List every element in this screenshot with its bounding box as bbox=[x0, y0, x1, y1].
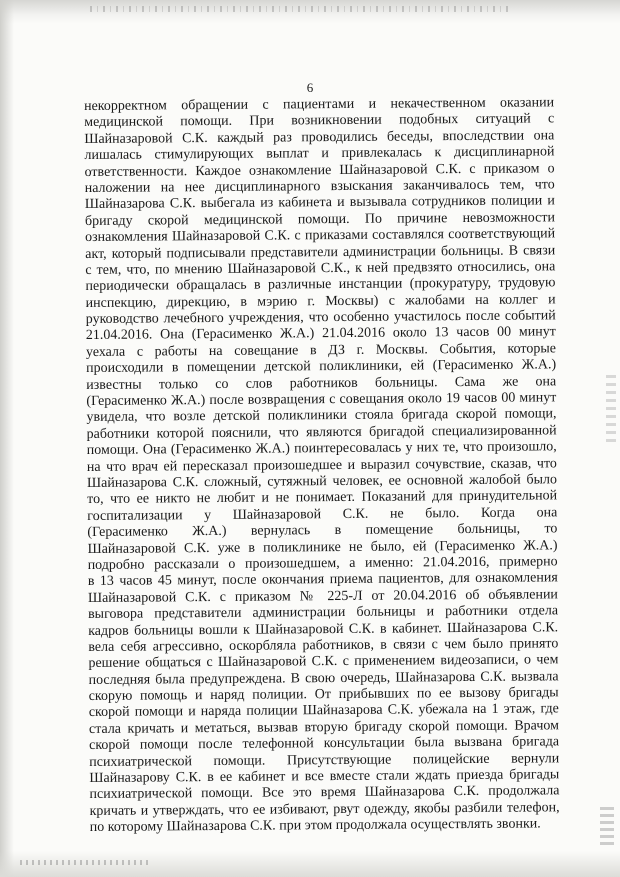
text-line: госпитализации у Шайназаровой С.К. не было. Когда она bbox=[87, 505, 558, 524]
text-line: известны только со слов работников больницы. Сама же она bbox=[86, 373, 557, 393]
text-line: инспекцию, дирекцию, в мэрию г. Москвы) с жалобами на коллег и bbox=[85, 291, 556, 311]
text-line: по которому Шайназарова С.К. при этом продолжала осуществлять звонки. bbox=[89, 816, 541, 836]
text-line: ответственности. Каждое ознакомление Шайназаровой С.К. с приказом о bbox=[84, 160, 555, 180]
text-line: помощи. Она (Герасименко Ж.А.) поинтересовалась у них те, что произошло, bbox=[86, 439, 557, 459]
text-line: скорую помощь и наряд полиции. От прибывших по ее вызову бригады bbox=[88, 685, 559, 705]
scan-artifact-right-edge bbox=[606, 375, 616, 445]
text-line: скорой помощи после телефонной консультации была вызвана бригада bbox=[89, 734, 560, 754]
text-line: работники которой пояснили, что являются бригадой специализированной bbox=[86, 423, 557, 442]
text-line: Шайназаровой С.К. уже в поликлинике не было, ей (Герасименко Ж.А.) bbox=[87, 537, 558, 557]
text-line: Шайназарова С.К. выбегала из кабинета и вызывала сотрудников полиции и bbox=[84, 193, 555, 213]
text-line: ознакомления Шайназаровой С.К. с приказами составлялся соответствующий bbox=[85, 226, 556, 246]
text-line: психиатрической помощи. Все это время Шайназарова С.К. продолжала bbox=[89, 783, 560, 803]
text-line: решение общаться с Шайназаровой С.К. с применением видеозаписи, о чем bbox=[88, 652, 559, 672]
text-line: медицинской помощи. При возникновении подобных ситуаций с bbox=[84, 111, 555, 131]
text-line: 21.04.2016. Она (Герасименко Ж.А.) 21.04.2016 около 13 часов 00 минут bbox=[85, 324, 556, 344]
text-line: уехала с работы на совещание в ДЗ г. Москвы. События, которые bbox=[85, 341, 557, 360]
scan-shadow-left bbox=[0, 0, 14, 877]
page-number: 6 bbox=[306, 80, 314, 95]
text-line: бригаду скорой медицинской помощи. По причине невозможности bbox=[84, 210, 556, 229]
text-line: выговора представители администрации больницы и работники отдела bbox=[87, 603, 559, 623]
text-line: наложении на нее дисциплинарного взыскания заканчивалось тем, что bbox=[84, 177, 555, 196]
text-line: кричать и утверждать, что ее избивают, рвут одежду, якобы разбили телефон, bbox=[89, 800, 560, 819]
text-line: акт, который подписывали представители администрации больницы. В связи bbox=[85, 242, 556, 262]
text-line: некорректном обращении с пациентами и некачественном оказании bbox=[84, 95, 555, 114]
text-line: периодически обращалась в различные инстанции (прокуратуру, трудовую bbox=[85, 275, 556, 295]
text-line: Шайназарову С.К. в ее кабинет и все вместе стали ждать приезда бригады bbox=[89, 767, 560, 786]
text-line: Шайназаровой С.К. с приказом № 225-Л от 20.04.2016 об объявлении bbox=[87, 587, 558, 606]
text-line: (Герасименко Ж.А.) вернулась в помещение больницы, то bbox=[87, 521, 558, 541]
text-line: с тем, что, по мнению Шайназаровой С.К., к ней предвзято относились, она bbox=[85, 259, 556, 278]
text-line: то, что ее никто не любит и не понимает. Показаний для принудительной bbox=[87, 488, 558, 508]
text-line: лишалась стимулирующих выплат и привлекалась к дисциплинарной bbox=[84, 144, 555, 164]
text-line: на что врач ей пересказал произошедшее и выразил сочувствие, сказав, что bbox=[86, 455, 557, 475]
text-line: психиатрической помощи. Присутствующие полицейские вернули bbox=[89, 750, 560, 770]
text-line: руководство лечебного учреждения, что особенно участилось после событий bbox=[85, 308, 556, 328]
scan-artifact-top bbox=[90, 6, 510, 12]
text-line: кадров больницы вошли к Шайназаровой С.К. в кабинет. Шайназарова С.К. bbox=[88, 619, 559, 639]
text-line: скорой помощи и наряда полиции Шайназарова С.К. убежала на 1 этаж, где bbox=[88, 701, 559, 721]
text-line: последняя была предупреждена. В свою очередь, Шайназарова С.К. вызвала bbox=[88, 668, 559, 688]
text-line: (Герасименко Ж.А.) после возвращения с совещания около 19 часов 00 минут bbox=[86, 390, 557, 410]
document-body-text bbox=[84, 95, 560, 836]
text-line: увидела, что возле детской поликлиники стояла бригада скорой помощи, bbox=[86, 406, 557, 426]
text-line: Шайназарова С.К. сложный, сутяжный человек, ее основной жалобой было bbox=[86, 472, 558, 491]
text-line: подробно рассказали о произошедшем, а именно: 21.04.2016, примерно bbox=[87, 554, 558, 573]
scan-artifact-right-bottom bbox=[600, 807, 614, 847]
text-line: в 13 часов 45 минут, после окончания приема пациентов, для ознакомления bbox=[87, 570, 558, 590]
text-line: происходили в помещении детской поликлиники, ей (Герасименко Ж.А.) bbox=[86, 357, 557, 377]
text-line: стала кричать и метаться, вызвав вторую бригаду скорой помощи. Врачом bbox=[88, 718, 559, 737]
text-line: вела себя агрессивно, оскорбляла работников, в связи с чем было принято bbox=[88, 636, 559, 655]
scan-artifact-bottom bbox=[20, 860, 150, 865]
text-line: Шайназаровой С.К. каждый раз проводились беседы, впоследствии она bbox=[84, 128, 555, 147]
scan-shadow-top bbox=[0, 0, 620, 24]
